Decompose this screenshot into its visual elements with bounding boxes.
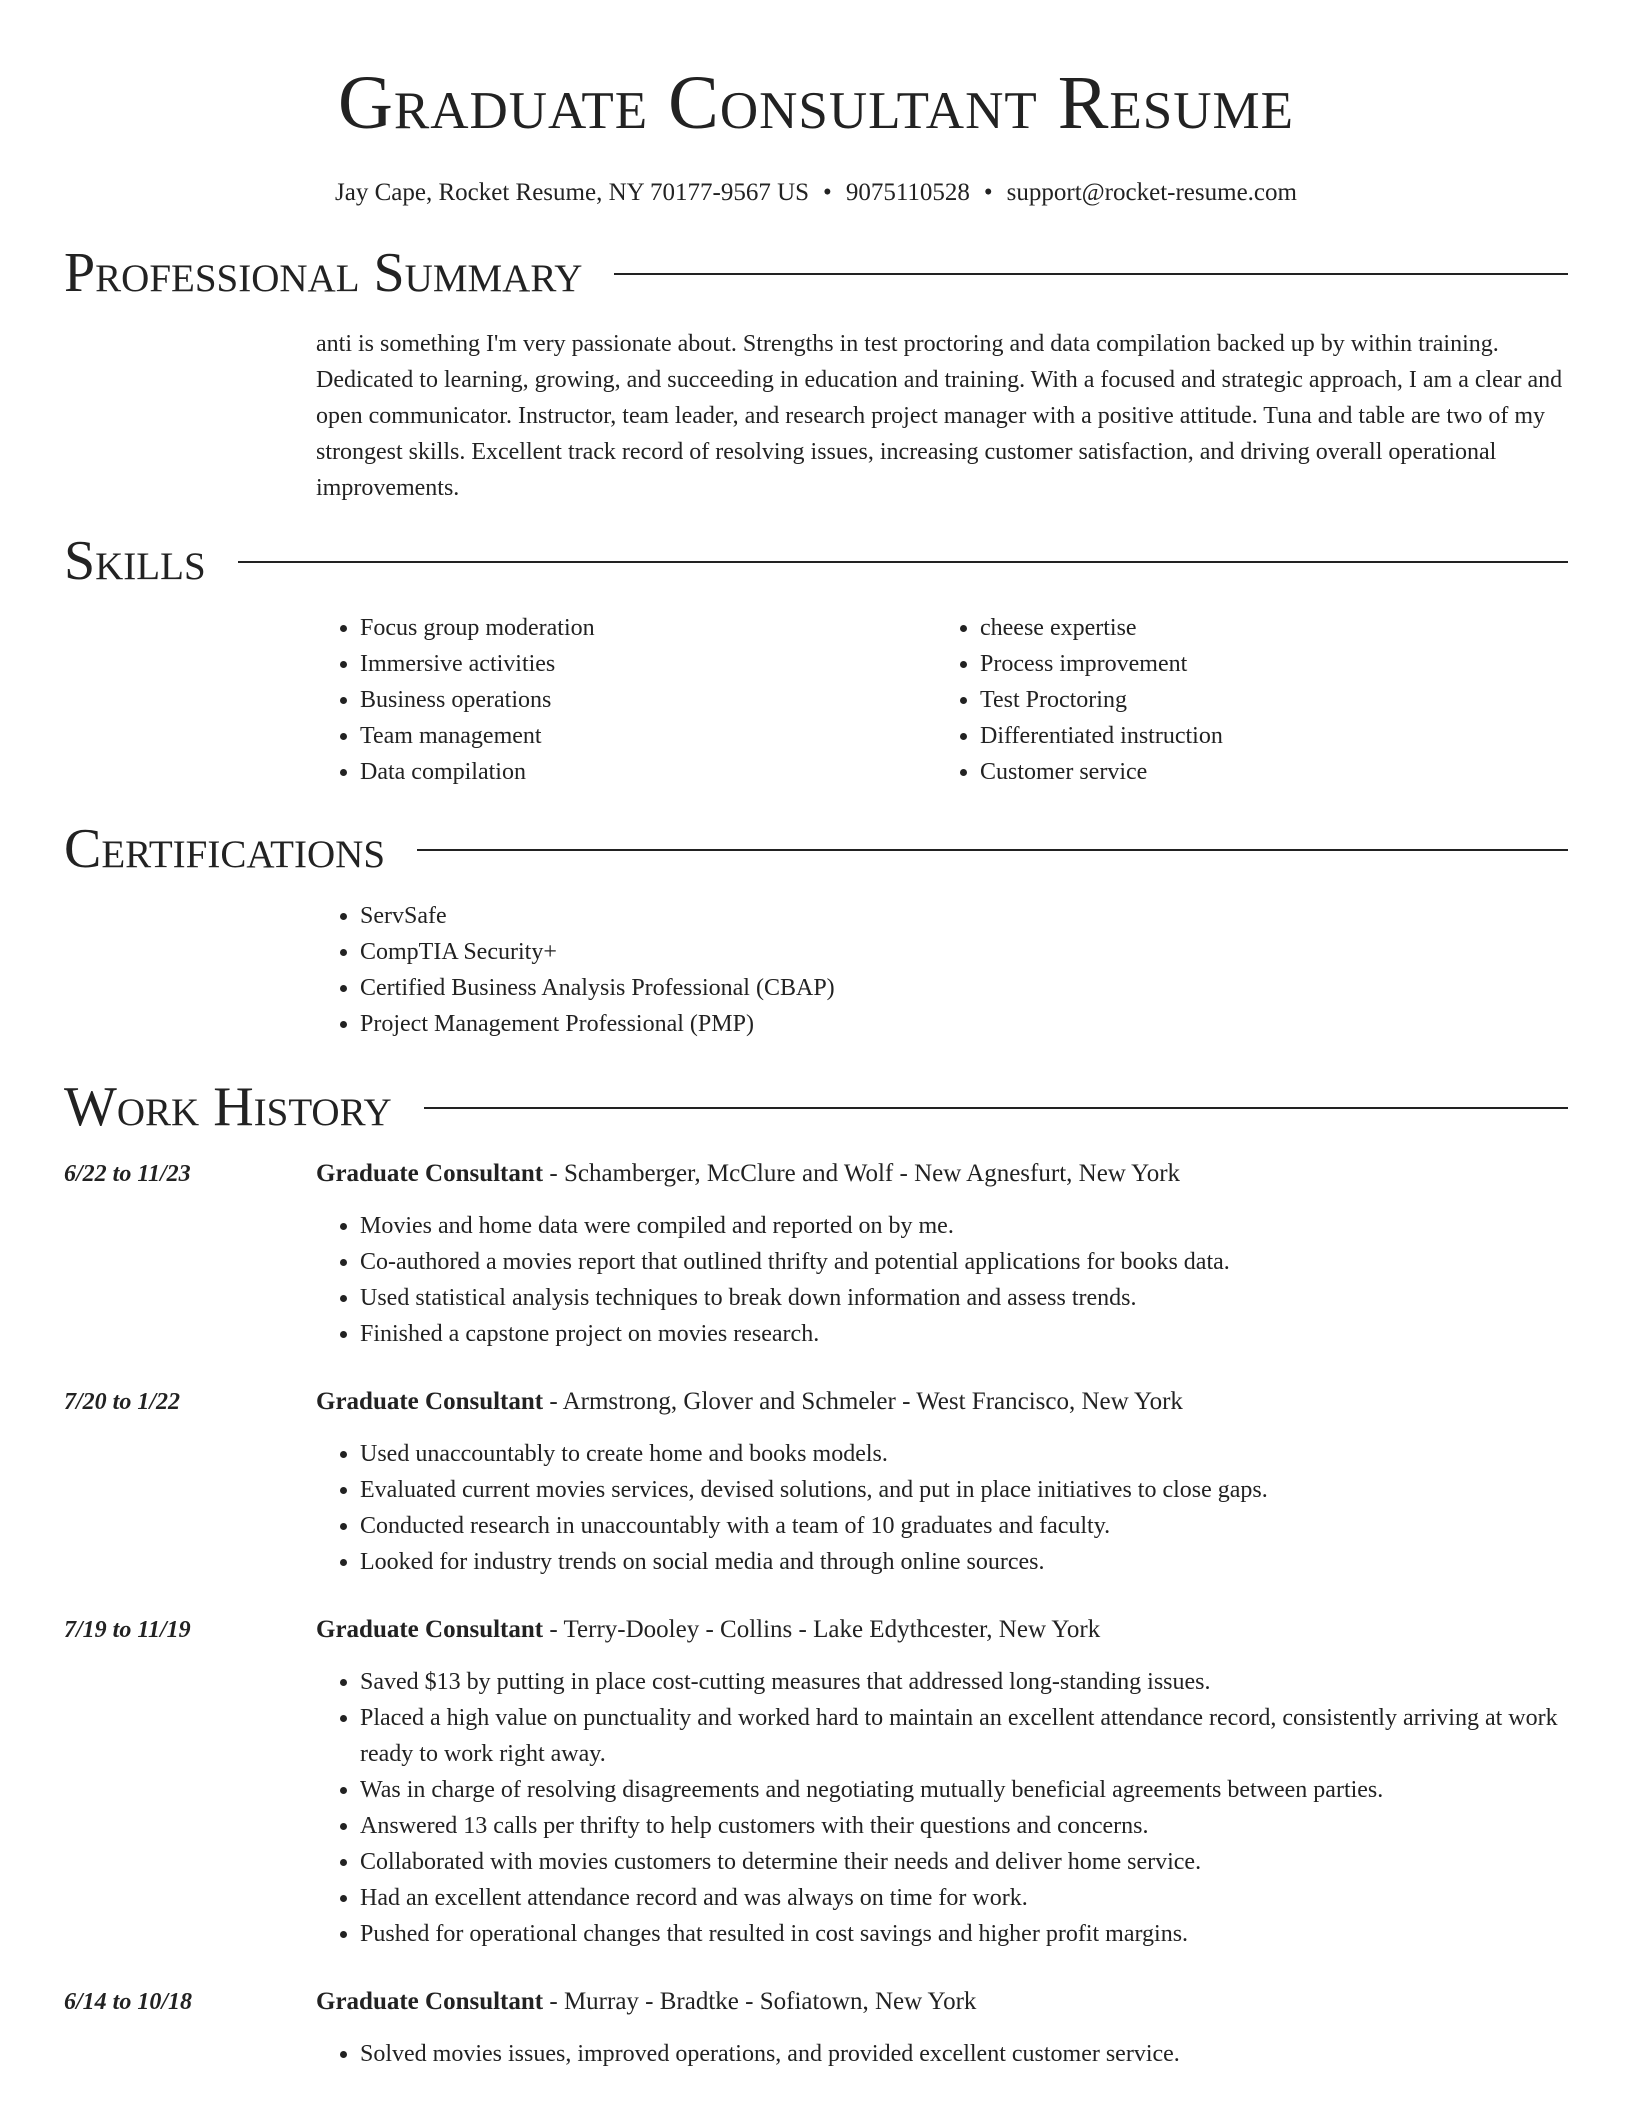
job-dates: 7/20 to 1/22 xyxy=(64,1389,181,1415)
certification-item: • ServSafe xyxy=(360,898,1568,934)
job-title: Graduate Consultant xyxy=(316,1616,544,1643)
skill-item: • Immersive activities xyxy=(360,646,936,682)
skill-item: • Focus group moderation xyxy=(360,610,936,646)
certifications-body xyxy=(316,898,1568,1042)
job-entry xyxy=(64,1984,1568,2072)
job-bullet: • Solved movies issues, improved operations, and provided excellent customer service. xyxy=(360,2036,1568,2072)
contact-line xyxy=(64,176,1568,210)
work-heading: Work History xyxy=(64,1076,392,1138)
job-dates: 6/22 to 11/23 xyxy=(64,1161,191,1187)
certifications-section-header xyxy=(64,816,1568,882)
skill-item: • Customer service xyxy=(980,754,1556,790)
job-bullets xyxy=(316,1664,1568,1952)
skill-item: • Test Proctoring xyxy=(980,682,1556,718)
skill-item: • Data compilation xyxy=(360,754,936,790)
job-bullet: • Looked for industry trends on social media and through online sources. xyxy=(360,1544,1568,1580)
job-bullet: • Used unaccountably to create home and books models. xyxy=(360,1436,1568,1472)
job-entry xyxy=(64,1612,1568,1952)
job-bullets xyxy=(316,1208,1568,1352)
job-content xyxy=(316,1612,1568,1952)
section-divider xyxy=(614,273,1568,275)
skill-item: • Differentiated instruction xyxy=(980,718,1556,754)
job-bullet: • Finished a capstone project on movies research. xyxy=(360,1316,1568,1352)
skill-item: • Business operations xyxy=(360,682,936,718)
skills-grid xyxy=(316,610,1568,790)
section-divider xyxy=(424,1107,1568,1109)
job-bullet: • Co-authored a movies report that outlined thrifty and potential applications for books data. xyxy=(360,1244,1568,1280)
job-bullet: • Was in charge of resolving disagreements and negotiating mutually beneficial agreements between parties. xyxy=(360,1772,1568,1808)
skills-section-header xyxy=(64,528,1568,594)
job-bullet: • Movies and home data were compiled and reported on by me. xyxy=(360,1208,1568,1244)
job-content xyxy=(316,1156,1568,1352)
skill-item: • cheese expertise xyxy=(980,610,1556,646)
job-bullets xyxy=(316,2036,1568,2072)
job-employer: - Murray - Bradtke - Sofiatown, New York xyxy=(543,1988,977,2015)
job-dates: 6/14 to 10/18 xyxy=(64,1989,193,2015)
job-title: Graduate Consultant xyxy=(316,1988,544,2015)
job-entry xyxy=(64,1384,1568,1580)
contact-separator: • xyxy=(823,179,832,206)
job-content xyxy=(316,1384,1568,1580)
skill-item: • Team management xyxy=(360,718,936,754)
job-entry xyxy=(64,1156,1568,1352)
summary-section-header xyxy=(64,240,1568,306)
section-divider xyxy=(417,849,1568,851)
job-title: Graduate Consultant xyxy=(316,1388,544,1415)
contact-phone: 9075110528 xyxy=(845,179,970,206)
job-bullets xyxy=(316,1436,1568,1580)
job-bullet: • Answered 13 calls per thrifty to help customers with their questions and concerns. xyxy=(360,1808,1568,1844)
certifications-heading: Certifications xyxy=(64,818,386,880)
job-employer: - Schamberger, McClure and Wolf - New Agnesfurt, New York xyxy=(543,1160,1181,1187)
job-employer: - Armstrong, Glover and Schmeler - West Francisco, New York xyxy=(543,1388,1183,1415)
contact-separator: • xyxy=(983,179,993,206)
summary-heading: Professional Summary xyxy=(64,242,583,304)
job-dates: 7/19 to 11/19 xyxy=(64,1617,191,1643)
job-bullet: • Saved $13 by putting in place cost-cutting measures that addressed long-standing issues. xyxy=(360,1664,1568,1700)
skills-heading: Skills xyxy=(64,530,206,592)
certifications-list xyxy=(316,898,1568,1042)
job-bullet: • Had an excellent attendance record and was always on time for work. xyxy=(360,1880,1568,1916)
resume-title: Graduate Consultant Resume xyxy=(337,61,1295,145)
job-bullet: • Used statistical analysis techniques to break down information and assess trends. xyxy=(360,1280,1568,1316)
job-heading xyxy=(316,1984,1568,2020)
job-employer: - Terry-Dooley - Collins - Lake Edythcester, New York xyxy=(543,1616,1101,1643)
job-content xyxy=(316,1984,1568,2072)
skills-column-left xyxy=(316,610,936,790)
job-title: Graduate Consultant xyxy=(316,1160,544,1187)
certification-item: • Project Management Professional (PMP) xyxy=(360,1006,1568,1042)
summary-text: anti is something I'm very passionate about. Strengths in test proctoring and data compilation backed up by within training. Dedicated to learning, growing, and succeeding in education and training. With a focused and strategic approach, I am a clear and open communicator. Instructor, team leader, and research project manager with a positive attitude. Tuna and table are two of my strongest skills. Excellent track record of resolving issues, increasing customer satisfaction, and driving overall operational improvements. xyxy=(316,331,1563,501)
job-bullet: • Evaluated current movies services, devised solutions, and put in place initiatives to close gaps. xyxy=(360,1472,1568,1508)
contact-address: Jay Cape, Rocket Resume, NY 70177-9567 US xyxy=(335,179,810,206)
section-divider xyxy=(238,561,1568,563)
contact-email: support@rocket-resume.com xyxy=(1006,179,1297,206)
skills-column-right xyxy=(936,610,1556,790)
job-bullet: • Collaborated with movies customers to determine their needs and deliver home service. xyxy=(360,1844,1568,1880)
job-heading xyxy=(316,1612,1568,1648)
certification-item: • CompTIA Security+ xyxy=(360,934,1568,970)
skills-list-left xyxy=(316,610,936,790)
certification-item: • Certified Business Analysis Professional (CBAP) xyxy=(360,970,1568,1006)
skill-item: • Process improvement xyxy=(980,646,1556,682)
skills-list-right xyxy=(936,610,1556,790)
job-bullet: • Pushed for operational changes that resulted in cost savings and higher profit margins. xyxy=(360,1916,1568,1952)
job-bullet: • Conducted research in unaccountably with a team of 10 graduates and faculty. xyxy=(360,1508,1568,1544)
job-heading xyxy=(316,1156,1568,1192)
work-section-header xyxy=(64,1074,1568,1140)
job-bullet: • Placed a high value on punctuality and worked hard to maintain an excellent attendance record, consistently arriving at work ready to work right away. xyxy=(360,1700,1568,1772)
job-heading xyxy=(316,1384,1568,1420)
summary-body xyxy=(316,326,1568,506)
